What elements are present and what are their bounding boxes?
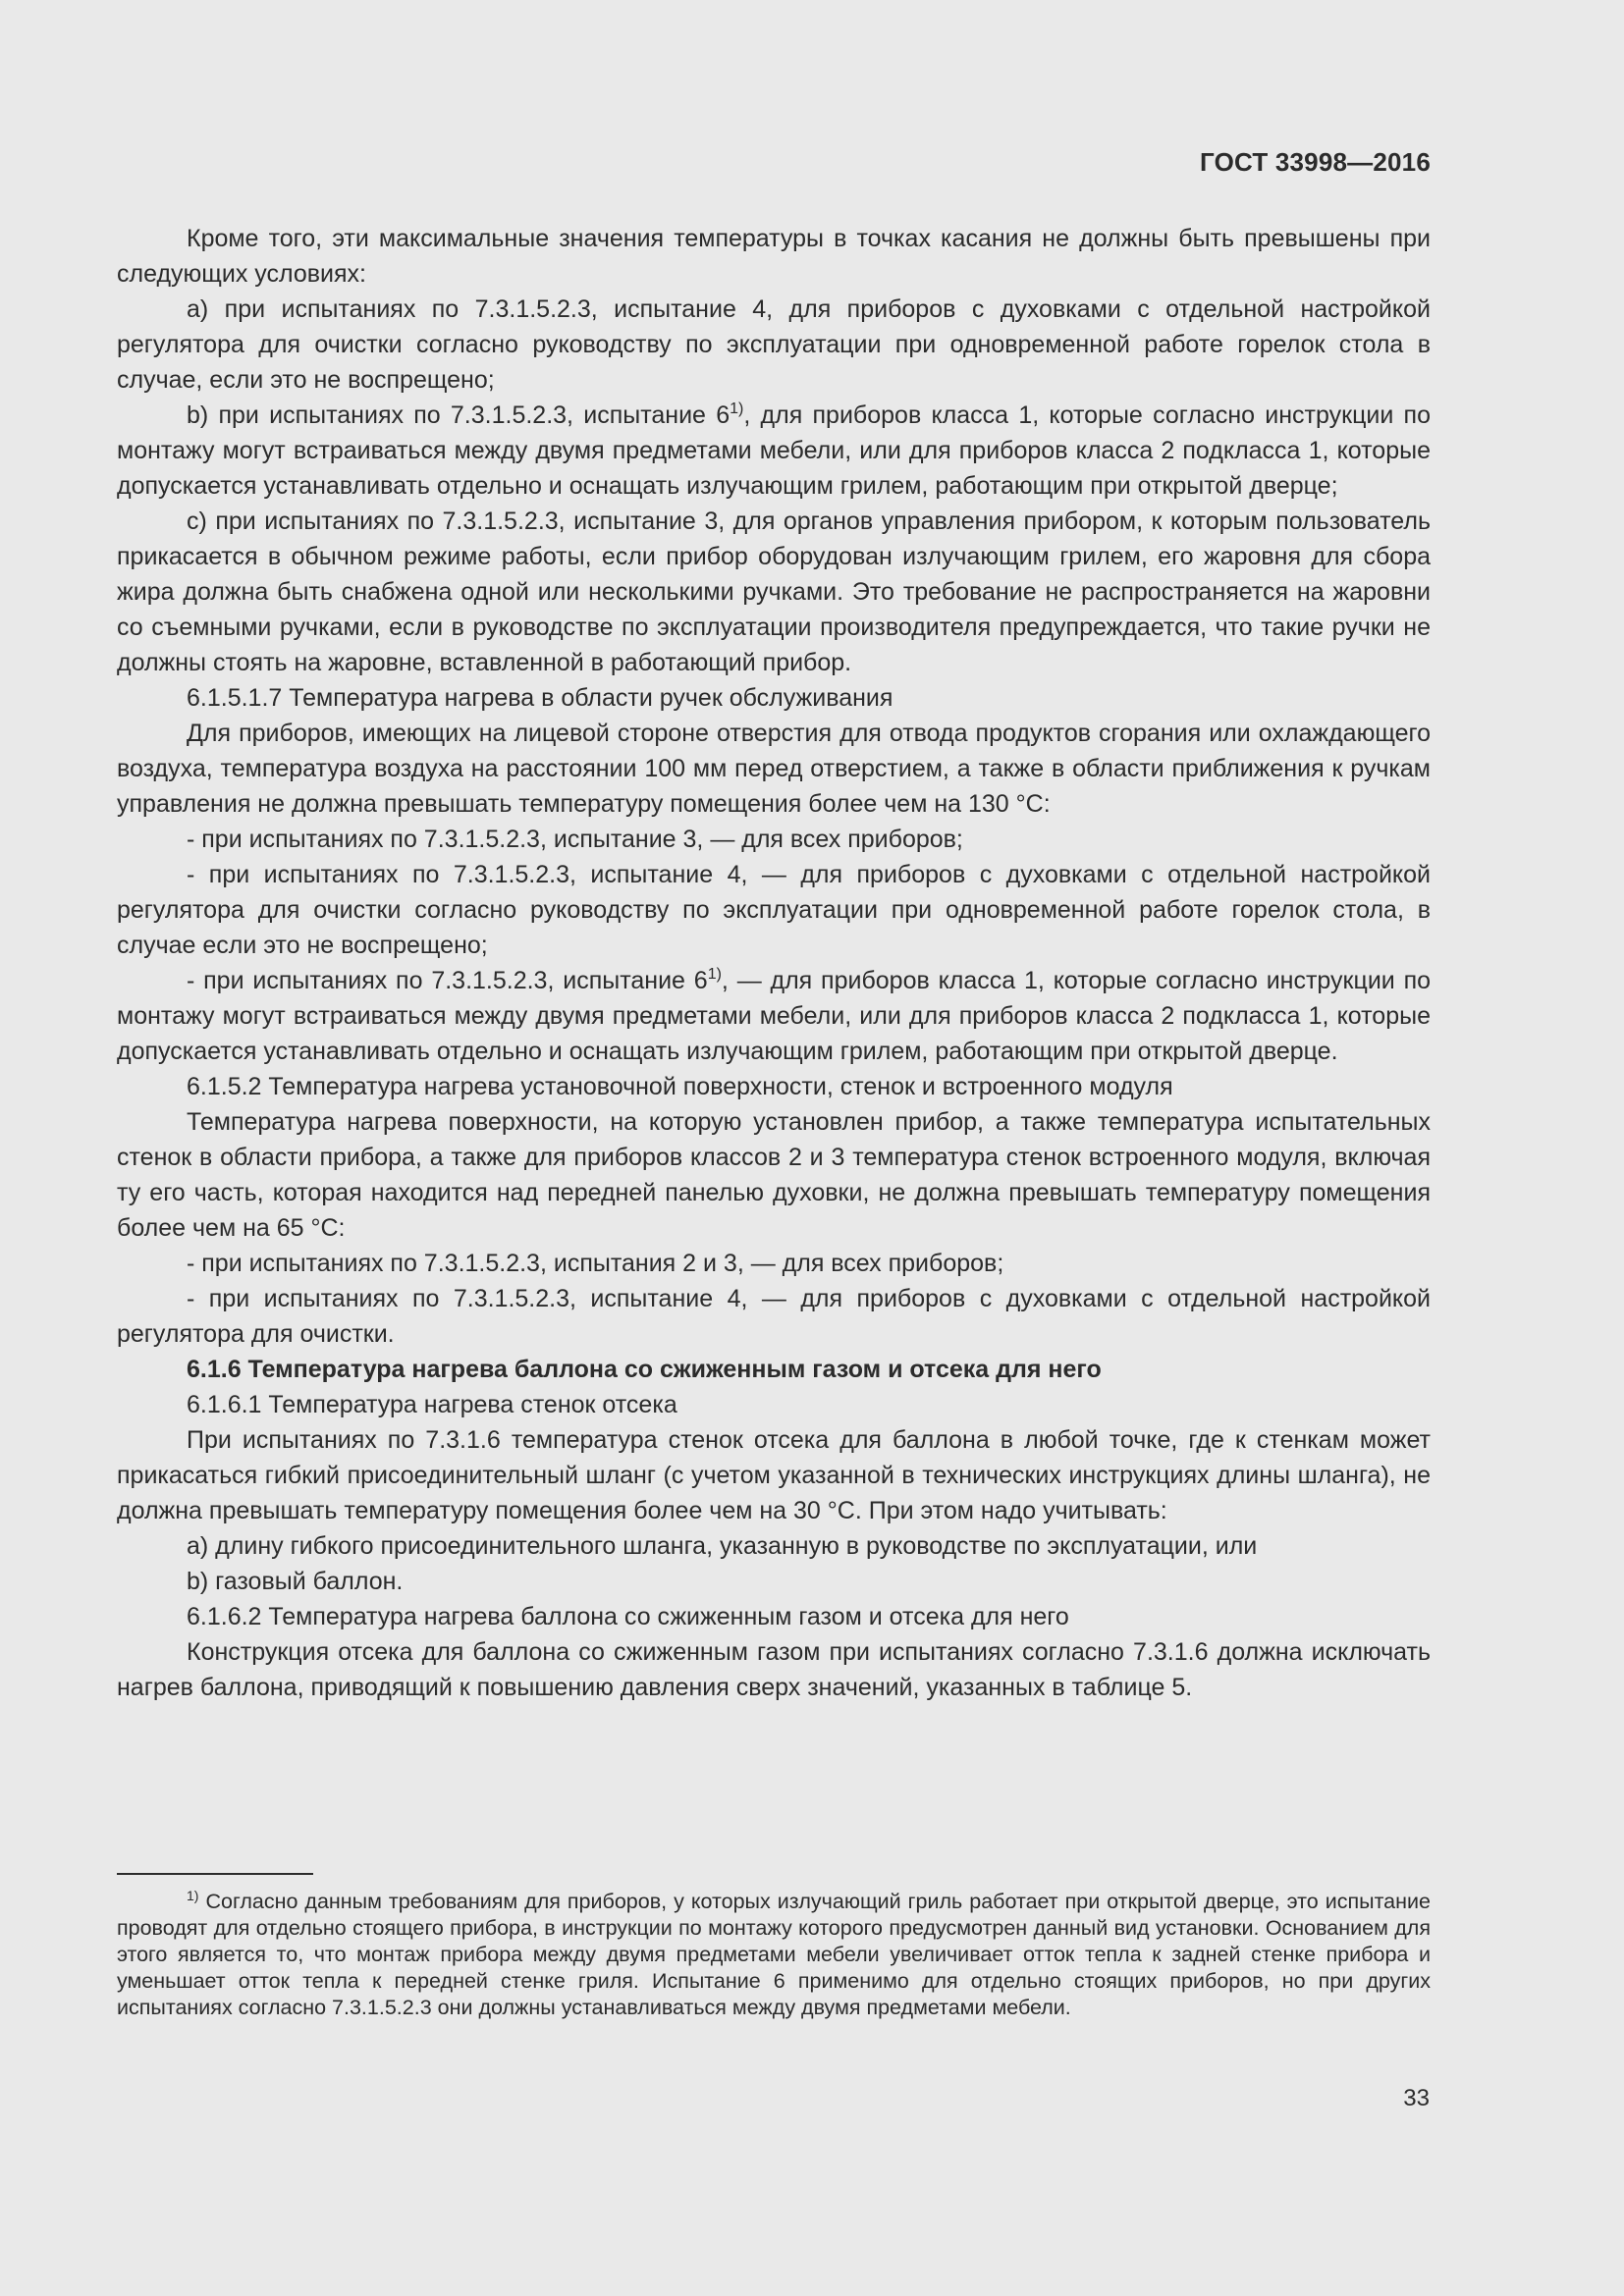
list-item: c) при испытаниях по 7.3.1.5.2.3, испытание 3, для органов управления прибором, к которым пользователь прикасается в обычном режиме работы, если прибор оборудован излучающим грилем, его жаровня для сбора жира должна быть снабжена одной или несколькими ручками. Это требование не распространяется на жаровни со съемными ручками, если в руководстве по эксплуатации производителя предупреждается, что такие ручки не должны стоять на жаровне, вставленной в работающий прибор.	[117, 507, 1431, 676]
list-item: a) при испытаниях по 7.3.1.5.2.3, испытание 4, для приборов с духовками с отдельной настройкой регулятора для очистки согласно руководству по эксплуатации при одновременной работе горелок стола в случае, если это не воспрещено;	[117, 295, 1431, 394]
page-number: 33	[1403, 2085, 1430, 2111]
footnote-ref: 1)	[707, 966, 722, 983]
section-heading: 6.1.5.1.7 Температура нагрева в области ручек обслуживания	[187, 684, 893, 712]
footnote-divider	[117, 1873, 313, 1875]
list-item: - при испытаниях по 7.3.1.5.2.3, испытание 4, — для приборов с духовками с отдельной настройкой регулятора для очистки согласно руководству по эксплуатации при одновременной работе горелок стола, в случае если это не воспрещено;	[117, 861, 1431, 959]
list-item: b) газовый баллон.	[187, 1568, 404, 1595]
paragraph: Для приборов, имеющих на лицевой стороне отверстия для отвода продуктов сгорания или охлаждающего воздуха, температура воздуха на расстоянии 100 мм перед отверстием, а также в области приближения к ручкам управления не должна превышать температуру помещения более чем на 130 °С:	[117, 720, 1431, 818]
paragraph: Температура нагрева поверхности, на которую установлен прибор, а также температура испытательных стенок в области прибора, а также для приборов классов 2 и 3 температура стенок встроенного модуля, включая ту его часть, которая находится над передней панелью духовки, не должна превышать температуру помещения более чем на 65 °С:	[117, 1108, 1431, 1242]
paragraph: При испытаниях по 7.3.1.6 температура стенок отсека для баллона в любой точке, где к стенкам может прикасаться гибкий присоединительный шланг (с учетом указанной в технических инструкциях длины шланга), не должна превышать температуру помещения более чем на 30 °С. При этом надо учитывать:	[117, 1426, 1431, 1524]
footnote-ref: 1)	[730, 400, 744, 417]
paragraph: Конструкция отсека для баллона со сжиженным газом при испытаниях согласно 7.3.1.6 должна исключать нагрев баллона, приводящий к повышению давления сверх значений, указанных в таблице 5.	[117, 1638, 1431, 1701]
list-item: - при испытаниях по 7.3.1.5.2.3, испытание 6$^{1)}$, — для приборов класса 1, которые согласно инструкции по монтажу могут встраиваться между двумя предметами мебели, или для приборов класса 2 подкласса 1, которые допускается устанавливать отдельно и оснащать излучающим грилем, работающим при открытой дверце.	[117, 966, 1432, 1065]
list-item: - при испытаниях по 7.3.1.5.2.3, испытание 3, — для всех приборов;	[187, 826, 963, 853]
section-heading: 6.1.6.2 Температура нагрева баллона со сжиженным газом и отсека для него	[187, 1603, 1069, 1630]
body-text	[117, 221, 1431, 1705]
list-item: a) длину гибкого присоединительного шланга, указанную в руководстве по эксплуатации, или	[187, 1532, 1258, 1560]
paragraph: Кроме того, эти максимальные значения температуры в точках касания не должны быть превышены при следующих условиях:	[117, 225, 1431, 288]
document-header: ГОСТ 33998—2016	[1200, 147, 1431, 177]
list-item: - при испытаниях по 7.3.1.5.2.3, испытания 2 и 3, — для всех приборов;	[187, 1250, 1004, 1277]
list-item: b) при испытаниях по 7.3.1.5.2.3, испытание 6$^{1)}$, для приборов класса 1, которые согласно инструкции по монтажу могут встраиваться между двумя предметами мебели, или для приборов класса 2 подкласса 1, которые допускается устанавливать отдельно и оснащать излучающим грилем, работающим при открытой дверце;	[117, 400, 1431, 500]
section-heading-bold: 6.1.6 Температура нагрева баллона со сжиженным газом и отсека для него	[187, 1356, 1102, 1383]
section-heading: 6.1.6.1 Температура нагрева стенок отсека	[187, 1391, 677, 1418]
section-heading: 6.1.5.2 Температура нагрева установочной поверхности, стенок и встроенного модуля	[187, 1073, 1173, 1100]
footnote-mark: 1)	[187, 1888, 199, 1903]
footnote: $^{1)}$ Согласно данным требованиям для приборов, у которых излучающий гриль работает при открытой дверце, это испытание проводят для отдельно стоящего прибора, в инструкции по монтажу которого предусмотрен данный вид установки. Основанием для этого является то, что монтаж прибора между двумя предметами мебели увеличивает отток тепла к задней стенке прибора и уменьшает отток тепла к передней стенке гриля. Испытание 6 применимо для отдельно стоящих приборов, но при других испытаниях согласно 7.3.1.5.2.3 они должны устанавливаться между двумя предметами мебели.	[117, 1888, 1431, 2019]
list-item: - при испытаниях по 7.3.1.5.2.3, испытание 4, — для приборов с духовками с отдельной настройкой регулятора для очистки.	[117, 1285, 1431, 1348]
